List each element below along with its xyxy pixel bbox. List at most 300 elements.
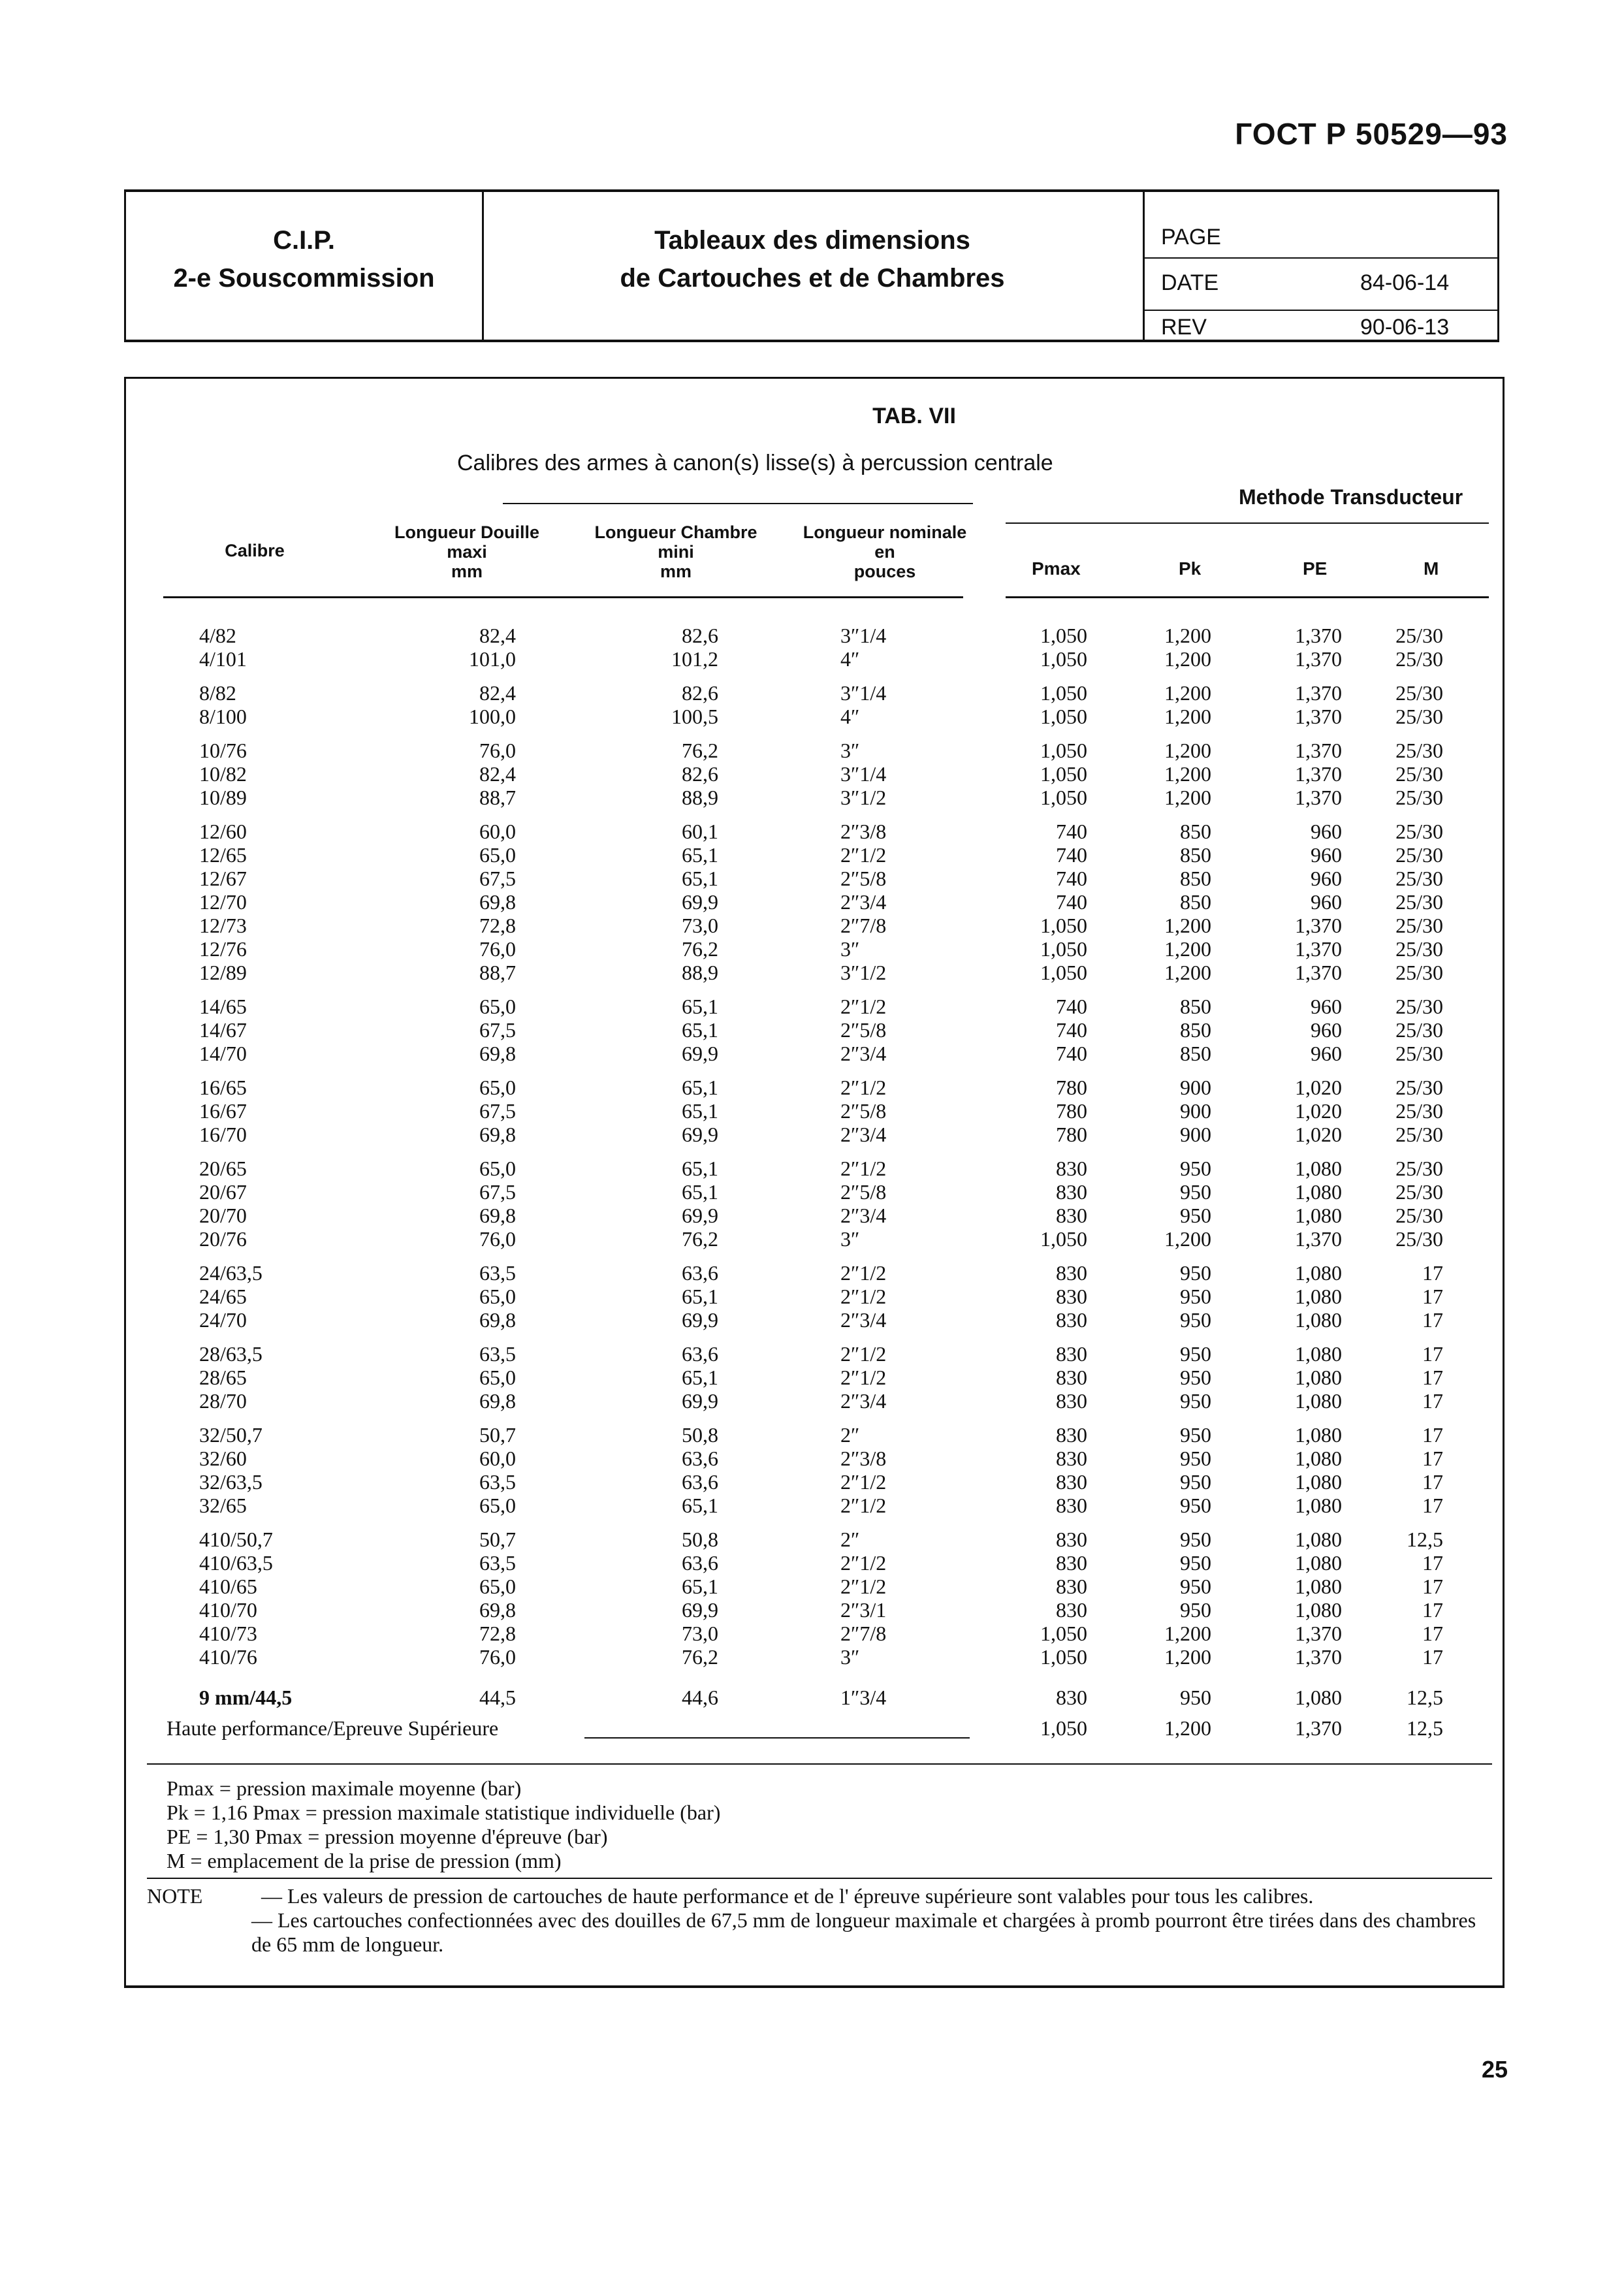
cell-m: 25/30 xyxy=(1395,1180,1443,1204)
cell-douille: 72,8 xyxy=(479,914,516,937)
cell-pmax: 830 xyxy=(1056,1366,1087,1389)
cell-pe: 1,370 xyxy=(1295,705,1342,728)
cell-nominale: 3″ xyxy=(840,1227,860,1251)
cell-pk: 1,200 xyxy=(1164,624,1211,647)
cell-nominale: 2″1/2 xyxy=(840,1157,887,1180)
cell-nominale: 3″ xyxy=(840,739,860,762)
cell-pmax: 1,050 xyxy=(1040,705,1087,728)
cell-pe: 1,020 xyxy=(1295,1099,1342,1123)
cell-chambre: 101,2 xyxy=(671,647,718,671)
cell-calibre: 4/101 xyxy=(199,647,247,671)
cell-nominale: 3″ xyxy=(840,1645,860,1669)
cell-m: 25/30 xyxy=(1395,1042,1443,1065)
cell-pk: 950 xyxy=(1180,1157,1211,1180)
cell-douille: 65,0 xyxy=(479,1157,516,1180)
cell-calibre: 12/73 xyxy=(199,914,247,937)
cell-pk: 1,200 xyxy=(1164,762,1211,786)
cell-douille: 69,8 xyxy=(479,1042,516,1065)
cell-pk: 950 xyxy=(1180,1204,1211,1227)
cell-m: 17 xyxy=(1422,1622,1443,1645)
cell-m: 17 xyxy=(1422,1423,1443,1447)
cell-m: 17 xyxy=(1422,1575,1443,1598)
cell-pmax: 1,050 xyxy=(1040,914,1087,937)
cell-m: 25/30 xyxy=(1395,1204,1443,1227)
cell-calibre: 12/60 xyxy=(199,820,247,843)
cell-douille: 100,0 xyxy=(469,705,516,728)
cell-pmax: 830 xyxy=(1056,1528,1087,1551)
cell-nominale: 2″1/2 xyxy=(840,1551,887,1575)
cell-pe: 1,370 xyxy=(1295,1227,1342,1251)
legend xyxy=(167,1776,720,1873)
table-subtitle: Calibres des armes à canon(s) lisse(s) à percussion centrale xyxy=(457,451,1053,475)
cell-douille: 65,0 xyxy=(479,1366,516,1389)
cell-pmax: 740 xyxy=(1056,1018,1087,1042)
cell-douille: 67,5 xyxy=(479,1018,516,1042)
title-line-2: de Cartouches et de Chambres xyxy=(620,264,1005,293)
cell-chambre: 65,1 xyxy=(682,1494,718,1517)
rev-label: REV xyxy=(1161,315,1207,340)
cell-nominale: 3″1/4 xyxy=(840,624,887,647)
cell-pe: 960 xyxy=(1311,820,1342,843)
cell-pmax: 830 xyxy=(1056,1447,1087,1470)
cell-douille: 65,0 xyxy=(479,1494,516,1517)
cell-douille: 67,5 xyxy=(479,1099,516,1123)
cell-pe: 1,370 xyxy=(1295,786,1342,809)
cell-pk: 1,200 xyxy=(1164,937,1211,961)
header-box xyxy=(124,189,1499,342)
cell-douille: 65,0 xyxy=(479,843,516,867)
cell-pe: 1,080 xyxy=(1295,1575,1342,1598)
header-calibre: Calibre xyxy=(225,541,285,560)
header-nominale xyxy=(790,522,979,581)
cell-pmax: 830 xyxy=(1056,1342,1087,1366)
cell-calibre: 12/76 xyxy=(199,937,247,961)
cell-m: 25/30 xyxy=(1395,937,1443,961)
cell-chambre: 63,6 xyxy=(682,1342,718,1366)
cell-m: 25/30 xyxy=(1395,647,1443,671)
cell-chambre: 88,9 xyxy=(682,961,718,984)
cell-calibre: 10/89 xyxy=(199,786,247,809)
cell-m: 17 xyxy=(1422,1470,1443,1494)
cell-pmax: 830 xyxy=(1056,1575,1087,1598)
cell-calibre: 410/76 xyxy=(199,1645,257,1669)
cell-nominale: 2″1/2 xyxy=(840,1261,887,1285)
cell-douille: 60,0 xyxy=(479,1447,516,1470)
cell-douille: 69,8 xyxy=(479,890,516,914)
header-chambre-l2: mini xyxy=(658,542,694,562)
cell-m: 25/30 xyxy=(1395,1123,1443,1146)
note-item-1: — Les valeurs de pression de cartouches de haute performance et de l' épreuve supérieure sont valables pour tous les calibres. xyxy=(261,1884,1314,1908)
title-line-1: Tableaux des dimensions xyxy=(654,226,970,255)
cell-nominale: 3″1/4 xyxy=(840,681,887,705)
cell-nominale: 2″3/1 xyxy=(840,1598,887,1622)
cell-pmax: 830 xyxy=(1056,1686,1087,1709)
cell-calibre: 16/67 xyxy=(199,1099,247,1123)
header-pe: PE xyxy=(1303,558,1328,579)
cell-pmax: 1,050 xyxy=(1040,681,1087,705)
method-label: Methode Transducteur xyxy=(1239,485,1463,509)
cell-m: 17 xyxy=(1422,1342,1443,1366)
cell-nominale: 3″1/2 xyxy=(840,961,887,984)
cell-pk: 950 xyxy=(1180,1423,1211,1447)
cell-nominale: 2″ xyxy=(840,1423,860,1447)
cell-pmax: 830 xyxy=(1056,1470,1087,1494)
cell-nominale: 2″3/4 xyxy=(840,1042,887,1065)
cell-pe: 1,080 xyxy=(1295,1157,1342,1180)
cell-douille: 67,5 xyxy=(479,867,516,890)
date-row xyxy=(1145,257,1497,311)
cell-m: 25/30 xyxy=(1395,843,1443,867)
header-m: M xyxy=(1424,558,1439,579)
cell-m: 25/30 xyxy=(1395,1099,1443,1123)
cell-chambre: 82,6 xyxy=(682,624,718,647)
header-chambre xyxy=(581,522,771,581)
cell-douille: 101,0 xyxy=(469,647,516,671)
cell-chambre: 65,1 xyxy=(682,1575,718,1598)
cell-pk: 950 xyxy=(1180,1598,1211,1622)
cell-pmax: 1,050 xyxy=(1040,1227,1087,1251)
cell-nominale: 2″3/4 xyxy=(840,1389,887,1413)
cell-chambre: 69,9 xyxy=(682,1389,718,1413)
cell-chambre: 44,6 xyxy=(682,1686,718,1709)
legend-pk: Pk = 1,16 Pmax = pression maximale statistique individuelle (bar) xyxy=(167,1801,721,1824)
cell-calibre: 24/65 xyxy=(199,1285,247,1308)
cell-chambre: 63,6 xyxy=(682,1470,718,1494)
cell-calibre: 16/70 xyxy=(199,1123,247,1146)
cell-pe: 960 xyxy=(1311,995,1342,1018)
cell-calibre: 24/63,5 xyxy=(199,1261,263,1285)
cell-pk: 850 xyxy=(1180,890,1211,914)
cell-chambre: 50,8 xyxy=(682,1423,718,1447)
cell-chambre: 69,9 xyxy=(682,1598,718,1622)
cell-douille: 65,0 xyxy=(479,1076,516,1099)
cell-calibre: 28/65 xyxy=(199,1366,247,1389)
cell-pk: 1,200 xyxy=(1164,647,1211,671)
method-rule xyxy=(1006,522,1489,524)
cell-nominale: 2″1/2 xyxy=(840,1366,887,1389)
cell-nominale: 2″1/2 xyxy=(840,995,887,1018)
header-pmax: Pmax xyxy=(1032,558,1081,579)
cell-pmax: 740 xyxy=(1056,867,1087,890)
cell-m: 25/30 xyxy=(1395,1076,1443,1099)
cell-calibre: 410/73 xyxy=(199,1622,257,1645)
cell-pmax: 740 xyxy=(1056,1042,1087,1065)
cell-pk: 1,200 xyxy=(1164,739,1211,762)
cell-calibre: 12/67 xyxy=(199,867,247,890)
cell-chambre: 63,6 xyxy=(682,1261,718,1285)
cell-nominale: 4″ xyxy=(840,647,860,671)
cell-m: 17 xyxy=(1422,1366,1443,1389)
cell-nominale: 2″1/2 xyxy=(840,1285,887,1308)
cell-chambre: 76,2 xyxy=(682,1645,718,1669)
cell-douille: 63,5 xyxy=(479,1261,516,1285)
cell-douille: 69,8 xyxy=(479,1204,516,1227)
cell-pe: 1,020 xyxy=(1295,1076,1342,1099)
cell-calibre: 410/70 xyxy=(199,1598,257,1622)
cell-chambre: 76,2 xyxy=(682,739,718,762)
cell-nominale: 2″5/8 xyxy=(840,1180,887,1204)
cell-pe: 1,080 xyxy=(1295,1598,1342,1622)
cell-douille: 82,4 xyxy=(479,681,516,705)
cell-douille: 72,8 xyxy=(479,1622,516,1645)
cell-m: 25/30 xyxy=(1395,786,1443,809)
cell-pk: 850 xyxy=(1180,1042,1211,1065)
cell-m: 25/30 xyxy=(1395,961,1443,984)
cell-pe: 1,370 xyxy=(1295,647,1342,671)
cell-douille: 63,5 xyxy=(479,1470,516,1494)
cell-chambre: 65,1 xyxy=(682,867,718,890)
cell-nominale: 2″5/8 xyxy=(840,1099,887,1123)
cell-pk: 950 xyxy=(1180,1285,1211,1308)
cell-douille: 69,8 xyxy=(479,1598,516,1622)
cell-m: 17 xyxy=(1422,1308,1443,1332)
cell-nominale: 2″3/8 xyxy=(840,820,887,843)
cell-chambre: 69,9 xyxy=(682,1123,718,1146)
cell-pmax: 830 xyxy=(1056,1598,1087,1622)
cell-pk: 950 xyxy=(1180,1261,1211,1285)
cell-calibre: 410/50,7 xyxy=(199,1528,273,1551)
cell-chambre: 76,2 xyxy=(682,937,718,961)
cell-douille: 69,8 xyxy=(479,1308,516,1332)
header-douille-l3: mm xyxy=(451,562,483,581)
cell-nominale: 2″1/2 xyxy=(840,1076,887,1099)
cell-m: 25/30 xyxy=(1395,1157,1443,1180)
cell-calibre: 20/65 xyxy=(199,1157,247,1180)
cell-douille: 50,7 xyxy=(479,1423,516,1447)
cell-douille: 65,0 xyxy=(479,1285,516,1308)
cell-douille: 69,8 xyxy=(479,1123,516,1146)
cell-calibre: 20/67 xyxy=(199,1180,247,1204)
cell-calibre: 10/76 xyxy=(199,739,247,762)
header-organization xyxy=(124,192,484,340)
cell-douille: 67,5 xyxy=(479,1180,516,1204)
cell-chambre: 63,6 xyxy=(682,1551,718,1575)
org-line-1: C.I.P. xyxy=(273,226,335,255)
cell-m: 25/30 xyxy=(1395,820,1443,843)
cell-pmax: 1,050 xyxy=(1040,624,1087,647)
cell-chambre: 65,1 xyxy=(682,995,718,1018)
cell-m: 17 xyxy=(1422,1285,1443,1308)
cell-m: 25/30 xyxy=(1395,762,1443,786)
cell-pk: 950 xyxy=(1180,1528,1211,1551)
cell-pk: 1,200 xyxy=(1164,1622,1211,1645)
cell-calibre: 20/70 xyxy=(199,1204,247,1227)
cell-pmax: 1,050 xyxy=(1040,647,1087,671)
cell-pk: 850 xyxy=(1180,820,1211,843)
cell-pe: 1,080 xyxy=(1295,1180,1342,1204)
cell-calibre: 9 mm/44,5 xyxy=(199,1686,293,1709)
cell-pk: 950 xyxy=(1180,1575,1211,1598)
cell-douille: 69,8 xyxy=(479,1389,516,1413)
cell-pe: 960 xyxy=(1311,1018,1342,1042)
cell-pmax: 830 xyxy=(1056,1423,1087,1447)
cell-pmax: 830 xyxy=(1056,1157,1087,1180)
cell-nominale: 2″3/4 xyxy=(840,890,887,914)
header-pk: Pk xyxy=(1179,558,1202,579)
org-line-2: 2-e Souscommission xyxy=(173,264,435,293)
cell-nominale: 2″1/2 xyxy=(840,1494,887,1517)
page-label: PAGE xyxy=(1161,225,1221,249)
cell-chambre: 69,9 xyxy=(682,890,718,914)
cell-pmax: 740 xyxy=(1056,995,1087,1018)
cell-m: 17 xyxy=(1422,1261,1443,1285)
cell-pmax: 830 xyxy=(1056,1180,1087,1204)
cell-m: 25/30 xyxy=(1395,1227,1443,1251)
cell-pmax: 830 xyxy=(1056,1389,1087,1413)
cell-pk: 850 xyxy=(1180,1018,1211,1042)
cell-pe: 1,080 xyxy=(1295,1366,1342,1389)
cell-chambre: 65,1 xyxy=(682,1366,718,1389)
cell-chambre: 82,6 xyxy=(682,681,718,705)
cell-chambre: 65,1 xyxy=(682,1180,718,1204)
cell-douille: 50,7 xyxy=(479,1528,516,1551)
cell-pk: 1,200 xyxy=(1164,705,1211,728)
cell-calibre: 8/100 xyxy=(199,705,247,728)
cell-pe: 1,080 xyxy=(1295,1389,1342,1413)
cell-douille: 76,0 xyxy=(479,937,516,961)
page-number: 25 xyxy=(1481,2056,1508,2083)
cell-calibre: 28/70 xyxy=(199,1389,247,1413)
cell-pk: 950 xyxy=(1180,1366,1211,1389)
cell-pe: 1,080 xyxy=(1295,1423,1342,1447)
cell-pe: 1,080 xyxy=(1295,1261,1342,1285)
cell-pmax: 740 xyxy=(1056,843,1087,867)
header-douille xyxy=(375,522,558,581)
cell-pe: 1,080 xyxy=(1295,1308,1342,1332)
cell-chambre: 60,1 xyxy=(682,820,718,843)
note xyxy=(147,1884,1499,1957)
cell-m: 12,5 xyxy=(1407,1686,1443,1709)
cell-calibre: 32/65 xyxy=(199,1494,247,1517)
cell-pe: 1,370 xyxy=(1295,961,1342,984)
cell-nominale: 2″1/2 xyxy=(840,1470,887,1494)
cell-chambre: 73,0 xyxy=(682,1622,718,1645)
page-row xyxy=(1145,212,1497,259)
cell-pk: 950 xyxy=(1180,1342,1211,1366)
note-item-2: — Les cartouches confectionnées avec des douilles de 67,5 mm de longueur maximale et chargées à promb pourront être tirées dans des chambres de 65 mm de longueur. xyxy=(251,1908,1476,1956)
hp-pe: 1,370 xyxy=(1295,1716,1342,1740)
cell-calibre: 24/70 xyxy=(199,1308,247,1332)
cell-pe: 1,370 xyxy=(1295,1622,1342,1645)
date-label: DATE xyxy=(1161,270,1219,295)
cell-douille: 65,0 xyxy=(479,1575,516,1598)
cell-pmax: 830 xyxy=(1056,1494,1087,1517)
header-nominale-l3: pouces xyxy=(853,562,916,581)
table-title: TAB. VII xyxy=(872,404,956,428)
cell-pmax: 740 xyxy=(1056,890,1087,914)
note-label: NOTE xyxy=(147,1884,203,1908)
note-rule xyxy=(147,1878,1492,1879)
cell-nominale: 2″1/2 xyxy=(840,1342,887,1366)
cell-calibre: 32/63,5 xyxy=(199,1470,263,1494)
header-douille-l1: Longueur Douille xyxy=(394,522,539,542)
cell-m: 25/30 xyxy=(1395,705,1443,728)
cell-pmax: 1,050 xyxy=(1040,961,1087,984)
cell-chambre: 50,8 xyxy=(682,1528,718,1551)
header-rule-right xyxy=(1006,596,1489,598)
cell-m: 25/30 xyxy=(1395,1018,1443,1042)
cell-pk: 900 xyxy=(1180,1123,1211,1146)
cell-nominale: 2″1/2 xyxy=(840,843,887,867)
cell-m: 25/30 xyxy=(1395,681,1443,705)
cell-douille: 76,0 xyxy=(479,739,516,762)
cell-pe: 1,080 xyxy=(1295,1686,1342,1709)
cell-pk: 850 xyxy=(1180,995,1211,1018)
cell-douille: 63,5 xyxy=(479,1551,516,1575)
cell-m: 17 xyxy=(1422,1494,1443,1517)
cell-pe: 1,080 xyxy=(1295,1285,1342,1308)
cell-pe: 1,370 xyxy=(1295,937,1342,961)
cell-pk: 900 xyxy=(1180,1076,1211,1099)
cell-calibre: 12/70 xyxy=(199,890,247,914)
cell-chambre: 88,9 xyxy=(682,786,718,809)
cell-douille: 76,0 xyxy=(479,1227,516,1251)
cell-pmax: 1,050 xyxy=(1040,739,1087,762)
cell-pk: 950 xyxy=(1180,1308,1211,1332)
cell-pk: 950 xyxy=(1180,1180,1211,1204)
cell-m: 25/30 xyxy=(1395,914,1443,937)
hp-label: Haute performance/Epreuve Supérieure xyxy=(167,1716,499,1740)
cell-pk: 950 xyxy=(1180,1494,1211,1517)
cell-calibre: 12/89 xyxy=(199,961,247,984)
cell-chambre: 65,1 xyxy=(682,1018,718,1042)
cell-douille: 76,0 xyxy=(479,1645,516,1669)
cell-calibre: 12/65 xyxy=(199,843,247,867)
legend-m: M = emplacement de la prise de pression (mm) xyxy=(167,1849,562,1872)
cell-nominale: 2″3/4 xyxy=(840,1308,887,1332)
cell-nominale: 2″ xyxy=(840,1528,860,1551)
cell-pe: 1,080 xyxy=(1295,1494,1342,1517)
cell-pk: 1,200 xyxy=(1164,786,1211,809)
cell-pe: 960 xyxy=(1311,890,1342,914)
hp-leader xyxy=(584,1737,970,1739)
cell-pk: 1,200 xyxy=(1164,1227,1211,1251)
cell-chambre: 69,9 xyxy=(682,1042,718,1065)
cell-pmax: 1,050 xyxy=(1040,762,1087,786)
cell-pe: 1,080 xyxy=(1295,1551,1342,1575)
header-nominale-l2: en xyxy=(874,542,895,562)
cell-nominale: 4″ xyxy=(840,705,860,728)
cell-pk: 950 xyxy=(1180,1447,1211,1470)
hp-pmax: 1,050 xyxy=(1040,1716,1087,1740)
cell-douille: 82,4 xyxy=(479,624,516,647)
legend-pe: PE = 1,30 Pmax = pression moyenne d'épreuve (bar) xyxy=(167,1825,608,1848)
cell-pe: 1,370 xyxy=(1295,914,1342,937)
cell-calibre: 410/65 xyxy=(199,1575,257,1598)
cell-m: 25/30 xyxy=(1395,867,1443,890)
cell-pe: 1,080 xyxy=(1295,1204,1342,1227)
cell-calibre: 16/65 xyxy=(199,1076,247,1099)
cell-pk: 950 xyxy=(1180,1389,1211,1413)
cell-pmax: 1,050 xyxy=(1040,786,1087,809)
cell-calibre: 10/82 xyxy=(199,762,247,786)
header-nominale-l1: Longueur nominale xyxy=(803,522,967,542)
cell-pk: 850 xyxy=(1180,867,1211,890)
cell-chambre: 63,6 xyxy=(682,1447,718,1470)
cell-pe: 1,080 xyxy=(1295,1342,1342,1366)
cell-nominale: 3″1/2 xyxy=(840,786,887,809)
header-rule-left xyxy=(163,596,963,598)
cell-pk: 950 xyxy=(1180,1686,1211,1709)
cell-pk: 950 xyxy=(1180,1551,1211,1575)
cell-m: 12,5 xyxy=(1407,1528,1443,1551)
cell-calibre: 14/70 xyxy=(199,1042,247,1065)
cell-m: 17 xyxy=(1422,1389,1443,1413)
cell-chambre: 65,1 xyxy=(682,1076,718,1099)
cell-pe: 1,080 xyxy=(1295,1528,1342,1551)
cell-douille: 65,0 xyxy=(479,995,516,1018)
cell-pmax: 1,050 xyxy=(1040,937,1087,961)
